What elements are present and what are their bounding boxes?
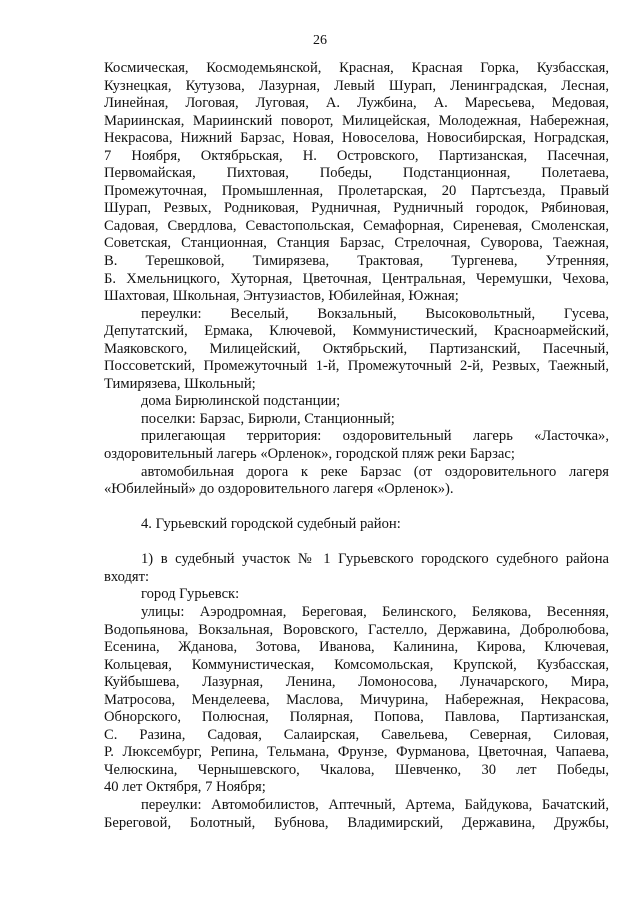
text-line: Куйбышева, Лазурная, Ленина, Ломоносова, Луначарского, Мира, (104, 674, 609, 691)
text-line: Шурап, Резвых, Родниковая, Рудничная, Рудничный городок, Рябиновая, (104, 200, 609, 217)
text-line: прилегающая территория: оздоровительный лагерь «Ласточка», (141, 428, 609, 445)
paragraph-gap (104, 534, 609, 552)
text-line: С. Разина, Садовая, Салаирская, Савельева, Северная, Силовая, (104, 726, 609, 743)
text-line: Космическая, Космодемьянской, Красная, Красная Горка, Кузбасская, (104, 60, 609, 76)
text-line: 40 лет Октября, 7 Ноября; (104, 779, 266, 796)
text-line: улицы: Аэродромная, Береговая, Белинского, Белякова, Весенняя, (141, 603, 609, 620)
document-body (104, 60, 609, 832)
text-line: Есенина, Жданова, Зотова, Иванова, Калинина, Кирова, Ключевая, (104, 639, 609, 656)
text-line: город Гурьевск: (141, 586, 240, 603)
text-line: Советская, Станционная, Станция Барзас, Стрелочная, Суворова, Таежная, (104, 235, 609, 252)
text-line: переулки: Веселый, Вокзальный, Высоковольтный, Гусева, (141, 305, 609, 322)
paragraph-gap (104, 499, 609, 517)
text-line: Кольцевая, Коммунистическая, Комсомольская, Крупской, Кузбасская, (104, 656, 609, 673)
text-line: дома Бирюлинской подстанции; (141, 393, 341, 410)
text-line: Шахтовая, Школьная, Энтузиастов, Юбилейная, Южная; (104, 288, 459, 305)
text-line: оздоровительный лагерь «Орленок», городской пляж реки Барзас; (104, 446, 515, 463)
text-line: Первомайская, Пихтовая, Победы, Подстанционная, Полетаева, (104, 165, 609, 182)
text-line: Садовая, Свердлова, Севастопольская, Семафорная, Сиреневая, Смоленская, (104, 217, 609, 234)
text-line: «Юбилейный» до оздоровительного лагеря «Орленок»). (104, 481, 454, 498)
text-line: входят: (104, 568, 150, 585)
text-line: Поссоветский, Промежуточный 1-й, Промежуточный 2-й, Резвых, Таежный, (104, 358, 609, 375)
text-line: В. Терешковой, Тимирязева, Трактовая, Тургенева, Утренняя, (104, 253, 609, 270)
text-line: Мариинская, Мариинский поворот, Милицейская, Молодежная, Набережная, (104, 112, 609, 129)
text-line: Кузнецкая, Кутузова, Лазурная, Левый Шурап, Ленинградская, Лесная, (104, 77, 609, 94)
text-line: Б. Хмельницкого, Хуторная, Цветочная, Центральная, Черемушки, Чехова, (104, 270, 609, 287)
text-line: Депутатский, Ермака, Ключевой, Коммунистический, Красноармейский, (104, 323, 609, 340)
text-line: Береговой, Болотный, Бубнова, Владимирский, Державина, Дружбы, (104, 814, 609, 831)
text-line: Маяковского, Милицейский, Октябрьский, Партизанский, Пасечный, (104, 340, 609, 357)
text-line: Водопьянова, Вокзальная, Воровского, Гастелло, Державина, Добролюбова, (104, 621, 609, 638)
text-line: Некрасова, Нижний Барзас, Новая, Новоселова, Новосибирская, Ноградская, (104, 130, 609, 147)
text-line: Обнорского, Полюсная, Полярная, Попова, Павлова, Партизанская, (104, 709, 609, 726)
text-line: поселки: Барзас, Бирюли, Станционный; (141, 410, 395, 427)
text-line: Промежуточная, Промышленная, Пролетарская, 20 Партсъезда, Правый (104, 182, 609, 199)
text-line: Матросова, Менделеева, Маслова, Мичурина, Набережная, Некрасова, (104, 691, 609, 708)
text-line: Челюскина, Чернышевского, Чкалова, Шевченко, 30 лет Победы, (104, 761, 609, 778)
text-line: Тимирязева, Школьный; (104, 375, 256, 392)
page-number: 26 (313, 33, 327, 48)
text-line: 4. Гурьевский городской судебный район: (141, 516, 401, 533)
text-line: автомобильная дорога к реке Барзас (от оздоровительного лагеря (141, 463, 609, 480)
text-line: переулки: Автомобилистов, Аптечный, Артема, Байдукова, Бачатский, (141, 796, 609, 813)
text-line: Р. Люксембург, Репина, Тельмана, Фрунзе, Фурманова, Цветочная, Чапаева, (104, 744, 609, 761)
text-line: 1) в судебный участок № 1 Гурьевского городского судебного района (141, 551, 609, 568)
text-line: 7 Ноября, Октябрьская, Н. Островского, Партизанская, Пасечная, (104, 147, 609, 164)
text-line: Линейная, Логовая, Луговая, А. Лужбина, А. Маресьева, Медовая, (104, 95, 609, 112)
